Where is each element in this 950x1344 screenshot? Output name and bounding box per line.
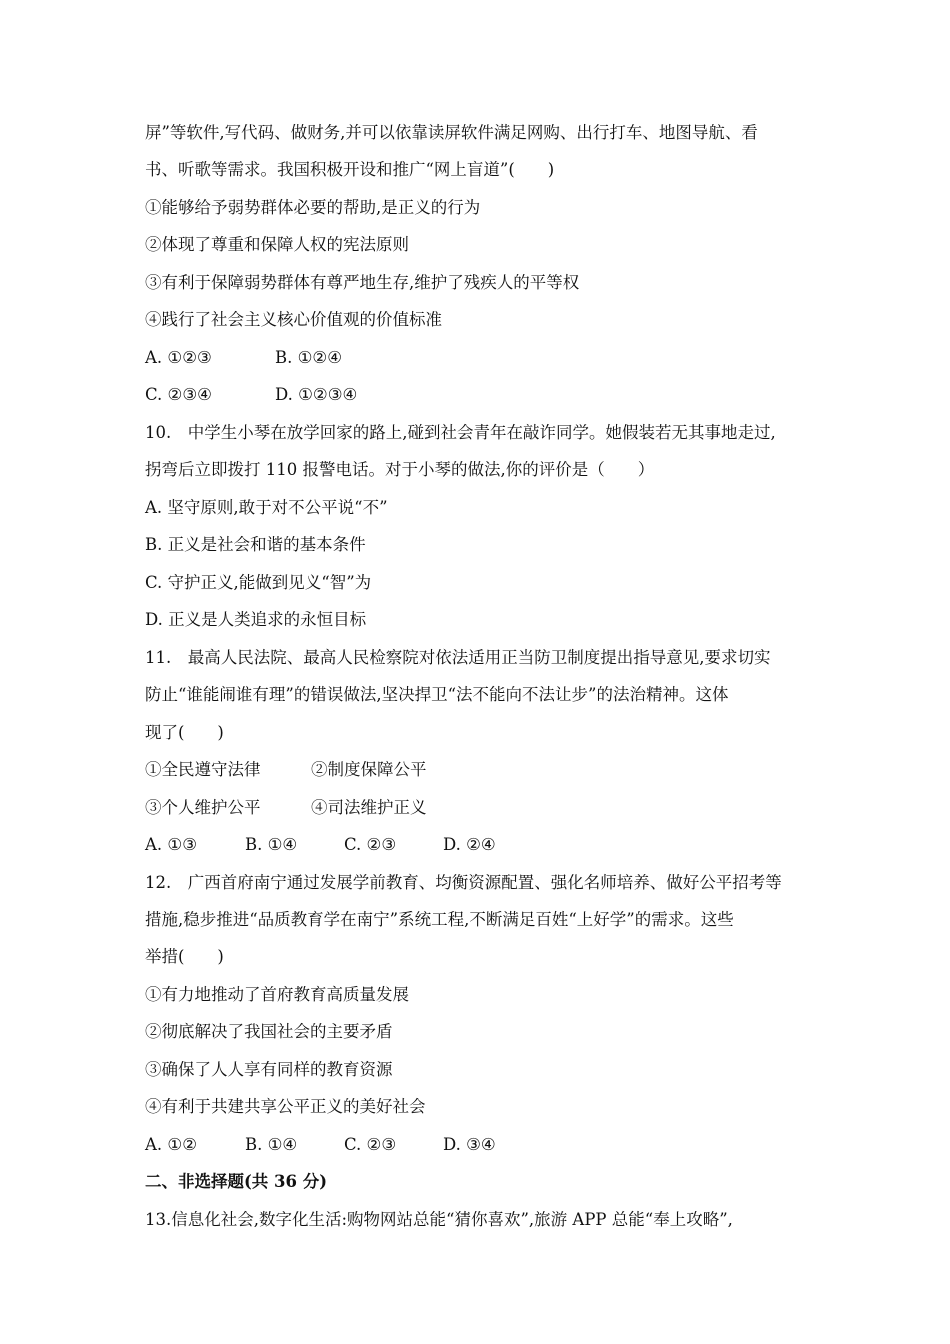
- q10-stem-line-2: 拐弯后立即拨打 110 报警电话。对于小琴的做法,你的评价是（ ）: [145, 460, 655, 479]
- q11-stem-line-2: 防止“谁能闹谁有理”的错误做法,坚决捍卫“法不能向不法让步”的法治精神。这体: [145, 685, 729, 704]
- q12-item-2: ②彻底解决了我国社会的主要矛盾: [145, 1022, 393, 1041]
- q9-item-4: ④践行了社会主义核心价值观的价值标准: [145, 310, 442, 329]
- q12-choice-a[interactable]: A. ①②: [145, 1135, 197, 1154]
- q11-item-1: ①全民遵守法律: [145, 760, 261, 779]
- q11-item-3: ③个人维护公平: [145, 798, 261, 817]
- q11-choice-a[interactable]: A. ①③: [145, 835, 197, 854]
- q9-stem-line-1: 屏”等软件,写代码、做财务,并可以依靠读屏软件满足网购、出行打车、地图导航、看: [145, 123, 758, 142]
- q11-item-2: ②制度保障公平: [311, 760, 427, 779]
- q12-stem-line-2: 措施,稳步推进“品质教育学在南宁”系统工程,不断满足百姓“上好学”的需求。这些: [145, 910, 734, 929]
- q10-stem-line-1: 10. 中学生小琴在放学回家的路上,碰到社会青年在敲诈同学。她假装若无其事地走过,: [145, 423, 776, 442]
- q12-stem-line-3: 举措( ): [145, 947, 224, 966]
- section-heading: 二、非选择题(共 36 分): [145, 1172, 328, 1191]
- q9-item-2: ②体现了尊重和保障人权的宪法原则: [145, 235, 409, 254]
- q13-stem-line-1: 13.信息化社会,数字化生活:购物网站总能“猜你喜欢”,旅游 APP 总能“奉上攻略”,: [145, 1210, 733, 1229]
- q9-stem-line-2: 书、听歌等需求。我国积极开设和推广“网上盲道”( ): [145, 160, 555, 179]
- q12-choice-d[interactable]: D. ③④: [443, 1135, 496, 1154]
- q9-choice-a[interactable]: A. ①②③: [145, 348, 212, 367]
- q11-stem-line-3: 现了( ): [145, 723, 224, 742]
- q11-choice-b[interactable]: B. ①④: [245, 835, 298, 854]
- q9-choice-b[interactable]: B. ①②④: [275, 348, 342, 367]
- q11-choice-d[interactable]: D. ②④: [443, 835, 496, 854]
- q10-choice-d[interactable]: D. 正义是人类追求的永恒目标: [145, 610, 367, 629]
- q9-item-1: ①能够给予弱势群体必要的帮助,是正义的行为: [145, 198, 481, 217]
- q12-item-3: ③确保了人人享有同样的教育资源: [145, 1060, 393, 1079]
- q10-choice-c[interactable]: C. 守护正义,能做到见义“智”为: [145, 573, 372, 592]
- q9-item-3: ③有利于保障弱势群体有尊严地生存,维护了残疾人的平等权: [145, 273, 580, 292]
- q11-stem-line-1: 11. 最高人民法院、最高人民检察院对依法适用正当防卫制度提出指导意见,要求切实: [145, 648, 771, 667]
- q12-choice-c[interactable]: C. ②③: [344, 1135, 397, 1154]
- q12-item-4: ④有利于共建共享公平正义的美好社会: [145, 1097, 426, 1116]
- q12-item-1: ①有力地推动了首府教育高质量发展: [145, 985, 409, 1004]
- q10-choice-a[interactable]: A. 坚守原则,敢于对不公平说“不”: [145, 498, 388, 517]
- q11-choice-c[interactable]: C. ②③: [344, 835, 397, 854]
- q9-choice-d[interactable]: D. ①②③④: [275, 385, 358, 404]
- q12-stem-line-1: 12. 广西首府南宁通过发展学前教育、均衡资源配置、强化名师培养、做好公平招考等: [145, 873, 782, 892]
- q12-choice-b[interactable]: B. ①④: [245, 1135, 298, 1154]
- q9-choice-c[interactable]: C. ②③④: [145, 385, 212, 404]
- q11-item-4: ④司法维护正义: [311, 798, 427, 817]
- q10-choice-b[interactable]: B. 正义是社会和谐的基本条件: [145, 535, 366, 554]
